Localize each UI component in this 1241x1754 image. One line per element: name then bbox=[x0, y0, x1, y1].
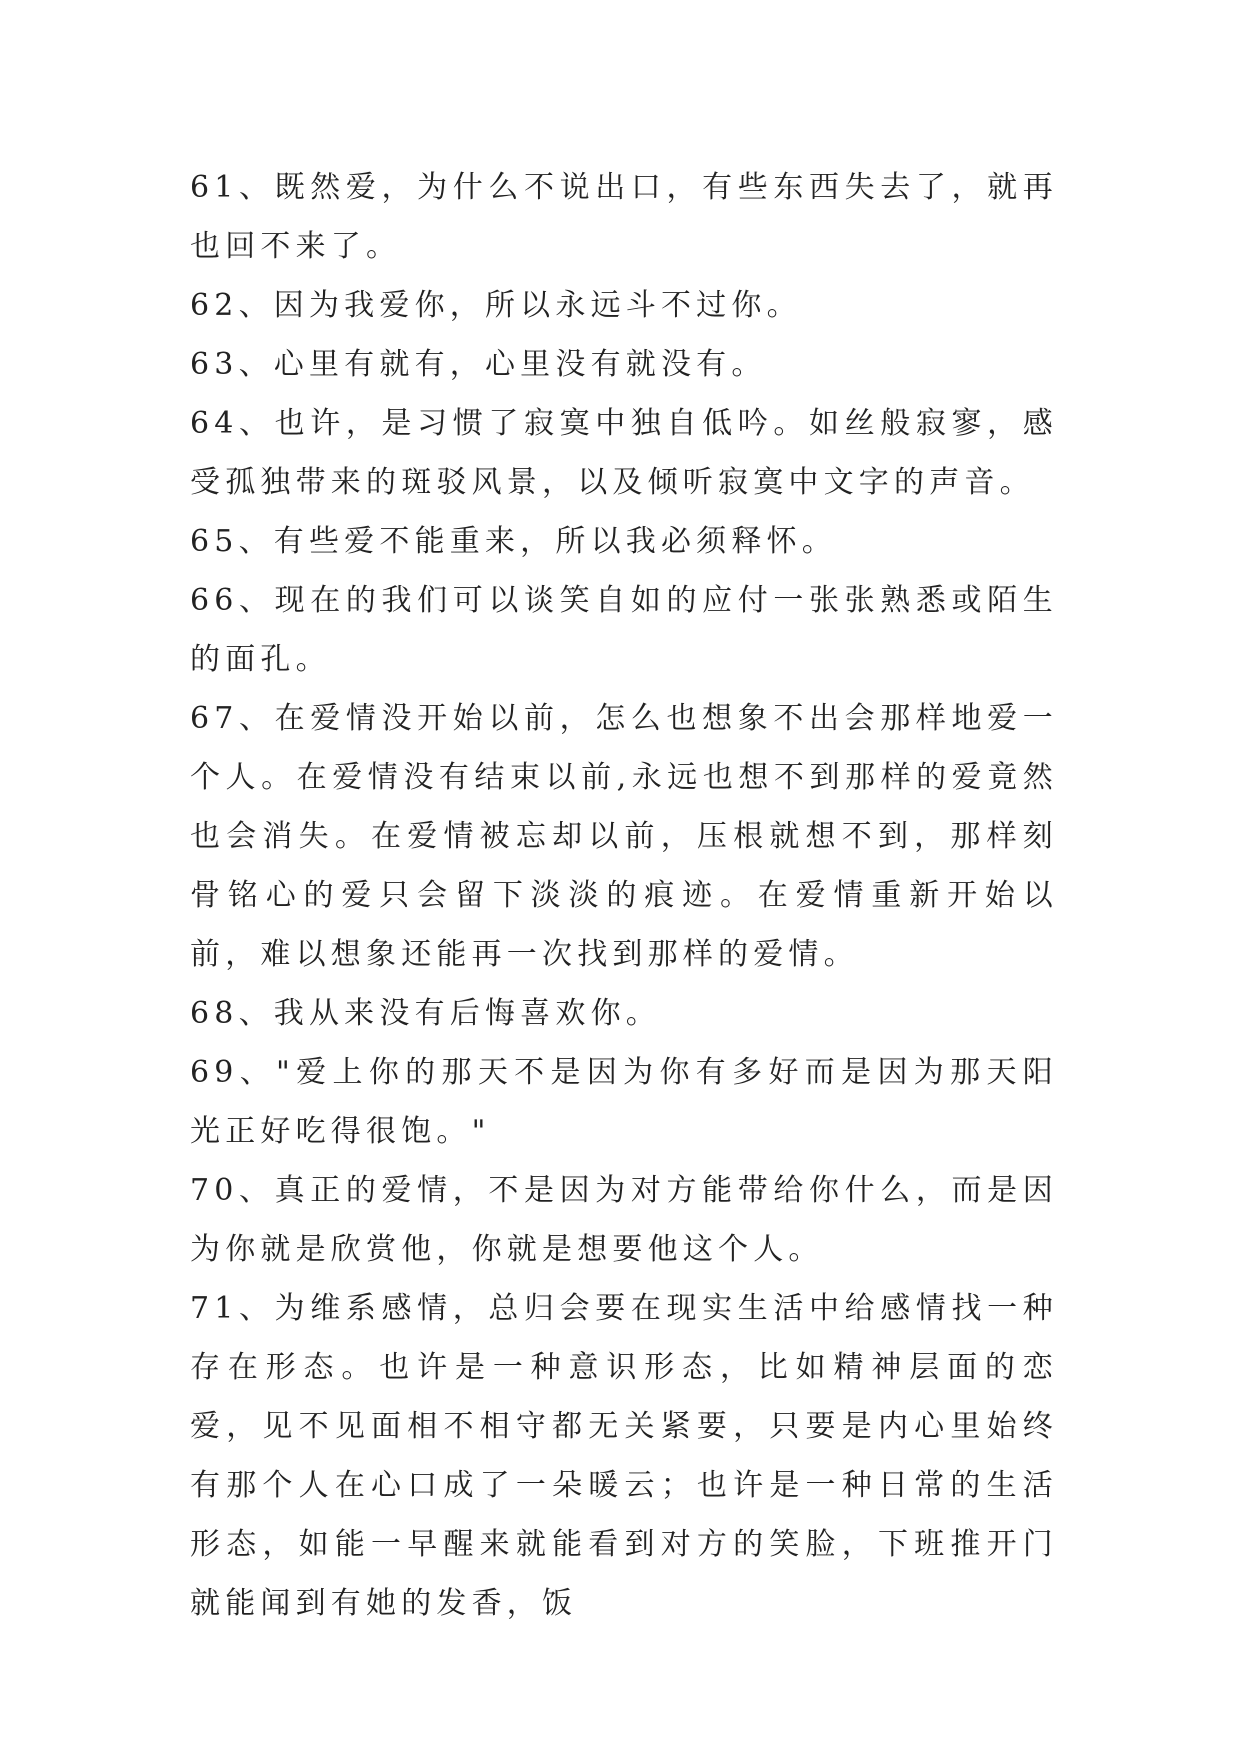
paragraph-61: 61、既然爱，为什么不说出口，有些东西失去了，就再也回不来了。 bbox=[190, 170, 1058, 264]
document-body bbox=[190, 158, 1058, 1633]
paragraph-65: 65、有些爱不能重来，所以我必须释怀。 bbox=[190, 524, 837, 559]
paragraph-70: 70、真正的爱情，不是因为对方能带给你什么，而是因为你就是欣赏他，你就是想要他这个人。 bbox=[190, 1173, 1058, 1267]
paragraph-66: 66、现在的我们可以谈笑自如的应付一张张熟悉或陌生的面孔。 bbox=[190, 583, 1058, 677]
paragraph-62: 62、因为我爱你，所以永远斗不过你。 bbox=[190, 288, 802, 323]
paragraph-71: 71、为维系感情，总归会要在现实生活中给感情找一种存在形态。也许是一种意识形态，比如精神层面的恋爱，见不见面相不相守都无关紧要，只要是内心里始终有那个人在心口成了一朵暖云；也许是一种日常的生活形态，如能一早醒来就能看到对方的笑脸，下班推开门就能闻到有她的发香，饭 bbox=[190, 1291, 1058, 1621]
paragraph-64: 64、也许，是习惯了寂寞中独自低吟。如丝般寂寥，感受孤独带来的斑驳风景，以及倾听寂寞中文字的声音。 bbox=[190, 406, 1058, 500]
paragraph-63: 63、心里有就有，心里没有就没有。 bbox=[190, 347, 767, 382]
paragraph-69: 69、"爱上你的那天不是因为你有多好而是因为那天阳光正好吃得很饱。" bbox=[190, 1055, 1058, 1149]
paragraph-68: 68、我从来没有后悔喜欢你。 bbox=[190, 996, 661, 1031]
paragraph-67: 67、在爱情没开始以前，怎么也想象不出会那样地爱一个人。在爱情没有结束以前,永远也想不到那样的爱竟然也会消失。在爱情被忘却以前，压根就想不到，那样刻骨铭心的爱只会留下淡淡的痕迹。在爱情重新开始以前，难以想象还能再一次找到那样的爱情。 bbox=[190, 701, 1058, 972]
